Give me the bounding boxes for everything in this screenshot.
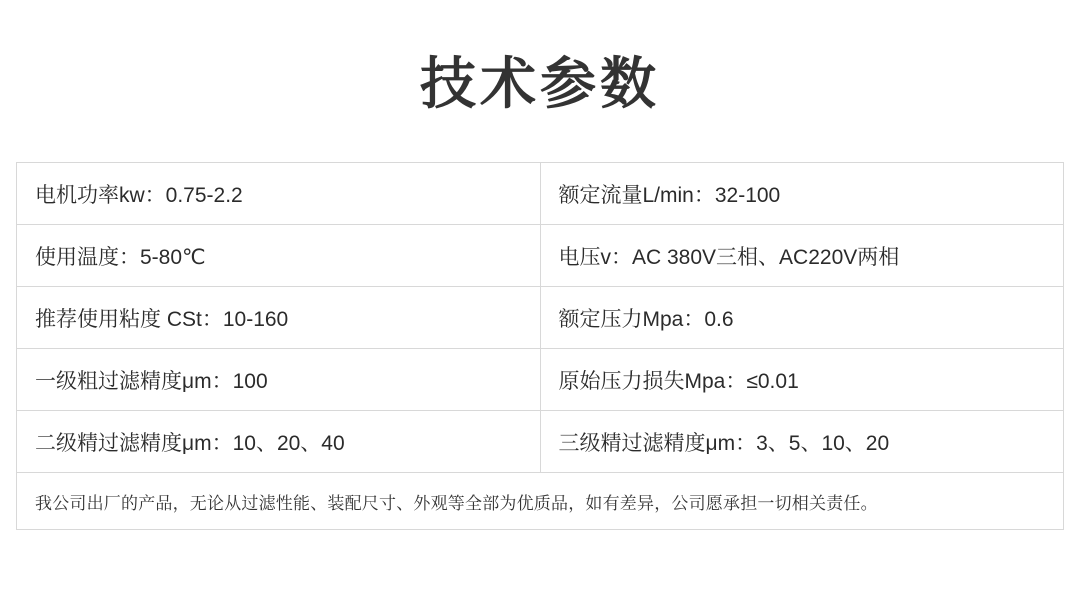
spec-cell-rated-pressure: 额定压力Mpa：0.6 (540, 287, 1064, 349)
table-row (17, 411, 1064, 473)
spec-cell-rated-flow: 额定流量L/min：32-100 (540, 163, 1064, 225)
spec-cell-initial-pressure-loss: 原始压力损失Mpa：≤0.01 (540, 349, 1064, 411)
table-row (17, 287, 1064, 349)
spec-cell-tertiary-fine-filtration: 三级精过滤精度μm：3、5、10、20 (540, 411, 1064, 473)
table-row (17, 349, 1064, 411)
spec-table (16, 162, 1064, 530)
spec-cell-secondary-fine-filtration: 二级精过滤精度μm：10、20、40 (17, 411, 541, 473)
table-note-row (17, 473, 1064, 530)
spec-table-body (17, 163, 1064, 530)
spec-cell-voltage: 电压v：AC 380V三相、AC220V两相 (540, 225, 1064, 287)
spec-cell-recommended-viscosity: 推荐使用粘度 CSt：10-160 (17, 287, 541, 349)
spec-cell-operating-temperature: 使用温度：5-80℃ (17, 225, 541, 287)
quality-guarantee-note: 我公司出厂的产品，无论从过滤性能、装配尺寸、外观等全部为优质品，如有差异，公司愿承担一切相关责任。 (17, 473, 1064, 530)
spec-cell-motor-power: 电机功率kw：0.75-2.2 (17, 163, 541, 225)
table-row (17, 225, 1064, 287)
spec-cell-primary-coarse-filtration: 一级粗过滤精度μm：100 (17, 349, 541, 411)
table-row (17, 163, 1064, 225)
page-title: 技术参数 (420, 52, 660, 115)
